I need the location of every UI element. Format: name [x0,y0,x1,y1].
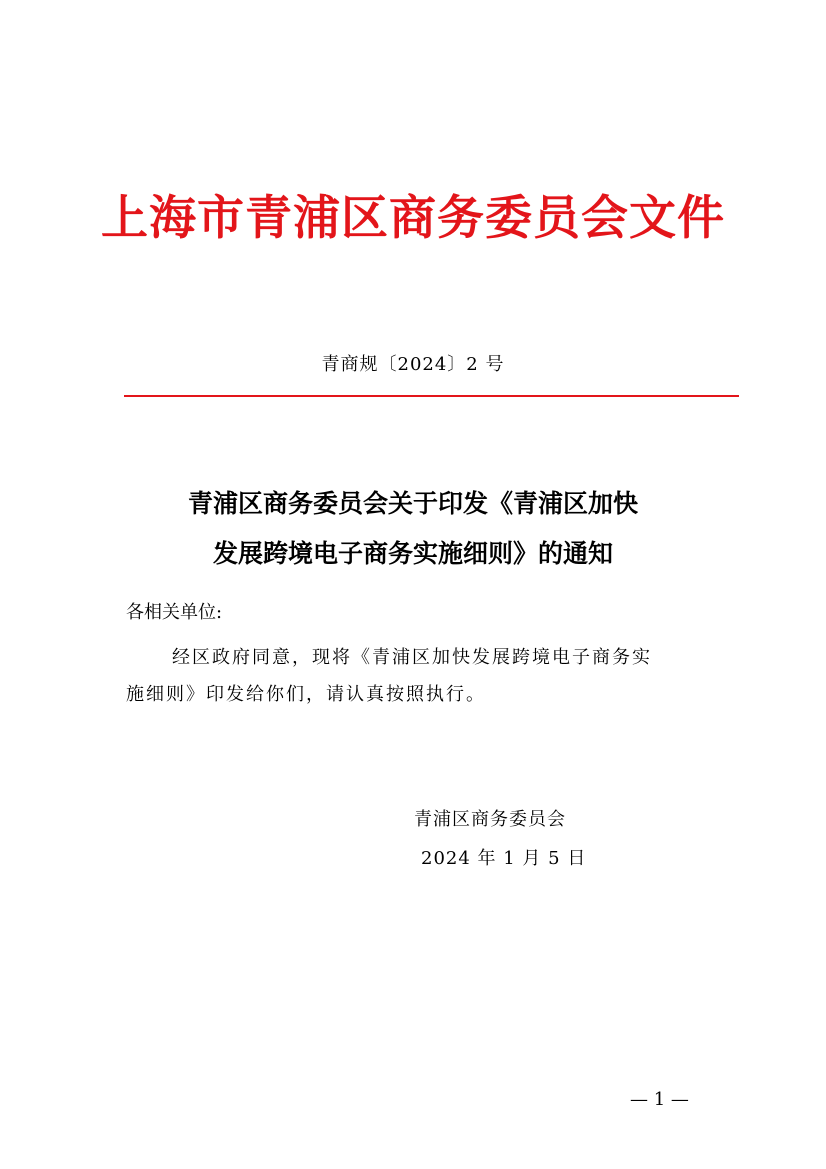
document-number: 青商规〔2024〕2 号 [321,354,505,375]
page-number: — 1 — [630,1089,689,1110]
issuer-signature: 青浦区商务委员会 [414,809,566,830]
document-header-title: 上海市青浦区商务委员会文件 [101,191,725,246]
notice-title [100,479,726,579]
salutation: 各相关单位: [126,602,223,623]
notice-body [126,639,706,713]
body-line-2: 施细则》印发给你们，请认真按照执行。 [126,684,486,705]
header-divider [124,395,739,397]
body-line-1: 经区政府同意，现将《青浦区加快发展跨境电子商务实 [172,647,652,668]
notice-title-line-1: 青浦区商务委员会关于印发《青浦区加快 [187,489,638,518]
issue-date: 2024 年 1 月 5 日 [421,848,587,869]
notice-title-line-2: 发展跨境电子商务实施细则》的通知 [212,539,613,568]
